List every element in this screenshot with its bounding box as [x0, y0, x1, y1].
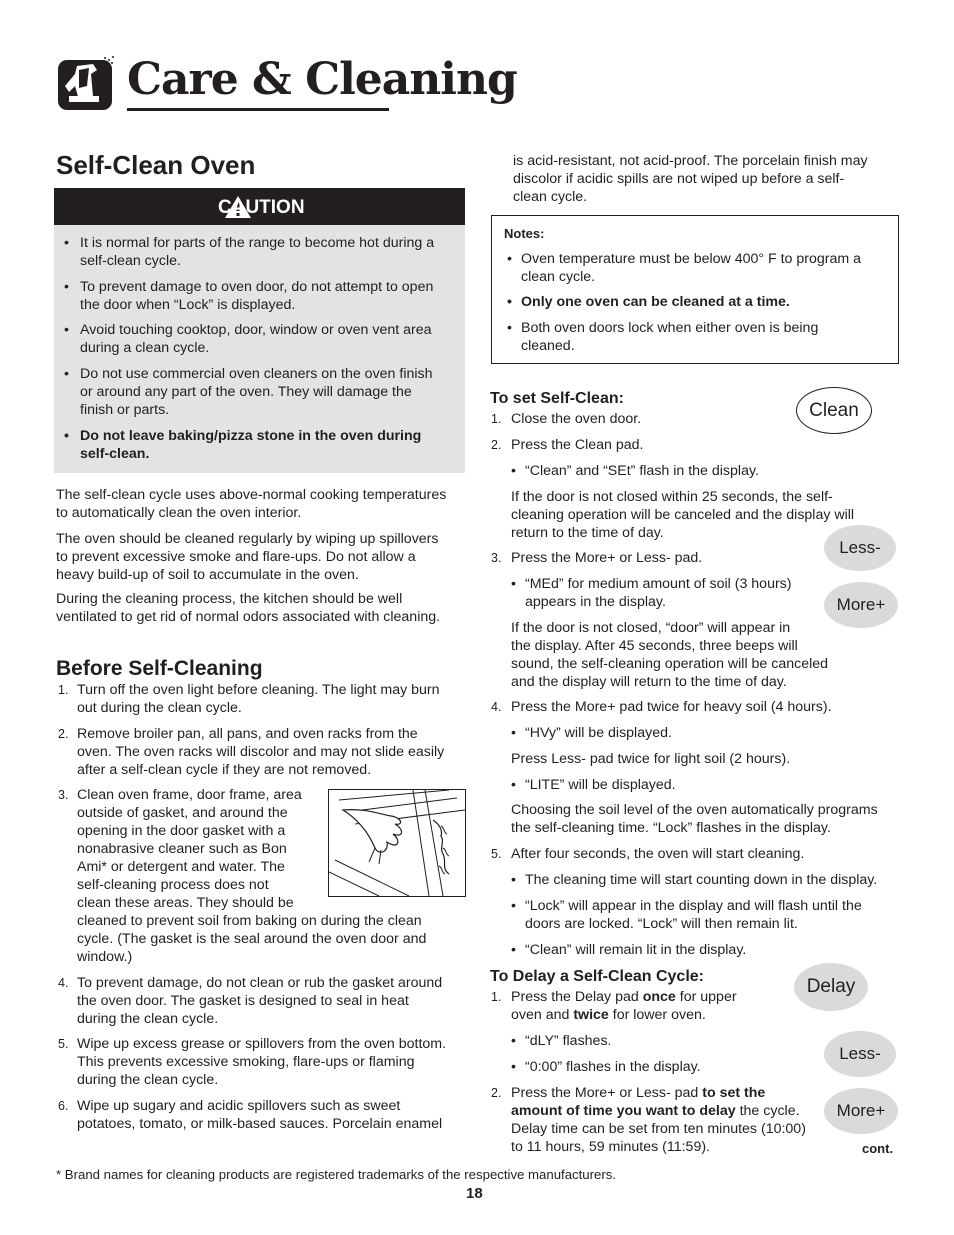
list-item: Clean oven frame, door frame, area outside of gasket, and around the opening in the door gasket with a nonabrasive cleaner such as Bon Ami* or detergent and water. The self-cleaning process does not clean these areas. They should be cleaned to prevent soil from baking on during the clean cycle. (The gasket is the seal around the oven door and window.)	[77, 787, 427, 965]
step-text: Press the More+ pad twice for heavy soil (4 hours).	[511, 699, 832, 715]
step-bullet: • “Clean” will remain lit in the display.	[511, 942, 747, 958]
header-rule	[127, 108, 389, 111]
step-text: After four seconds, the oven will start cleaning.	[511, 846, 805, 862]
more-pad: More+	[824, 1088, 898, 1134]
step-bullet: • “Clean” and “SEt” flash in the display.	[511, 463, 759, 479]
cleaning-spray-icon	[57, 56, 115, 112]
list-item: To prevent damage, do not clean or rub the gasket around the oven door. The gasket is designed to seal in heat during the clean cycle.	[77, 975, 443, 1027]
note-item: • Only one oven can be cleaned at a time.	[507, 294, 790, 310]
set-clean-heading: To set Self-Clean:	[490, 390, 624, 407]
list-number: 2.	[491, 1086, 502, 1100]
list-item: Wipe up sugary and acidic spillovers such as sweet potatoes, tomato, or milk-based sauces. Porcelain enamel	[77, 1098, 443, 1132]
note-item: • Both oven doors lock when either oven is being cleaned.	[507, 320, 819, 354]
list-number: 2.	[58, 727, 69, 741]
step-paragraph: Press Less- pad twice for light soil (2 hours).	[511, 751, 791, 767]
delay-heading: To Delay a Self-Clean Cycle:	[490, 968, 704, 985]
step-text: Press the More+ or Less- pad to set the amount of time you want to delay the cycle. Delay time can be set from ten minutes (10:00) to 11 hours, 59 minutes (11:59).	[511, 1085, 806, 1155]
caution-item: • Avoid touching cooktop, door, window or oven vent area during a clean cycle.	[64, 322, 432, 356]
step-paragraph: If the door is not closed within 25 seconds, the self- cleaning operation will be canceled and the display will return to the time of day.	[511, 489, 855, 541]
list-number: 6.	[58, 1099, 69, 1113]
caution-item: • To prevent damage to oven door, do not attempt to open the door when “Lock” is displayed.	[64, 279, 434, 313]
list-number: 1.	[58, 683, 69, 697]
step-bullet: • “Lock” will appear in the display and will flash until the doors are locked. “Lock” will then remain lit.	[511, 898, 862, 932]
caution-bar	[54, 188, 465, 225]
caution-item: • Do not leave baking/pizza stone in the oven during self-clean.	[64, 428, 422, 462]
step-text: Press the More+ or Less- pad.	[511, 550, 703, 566]
step-bullet: • “HVy” will be displayed.	[511, 725, 672, 741]
caution-item: • It is normal for parts of the range to become hot during a self-clean cycle.	[64, 235, 435, 269]
step-bullet: • “MEd” for medium amount of soil (3 hours) appears in the display.	[511, 576, 792, 610]
list-number: 3.	[491, 551, 502, 565]
list-item: Wipe up excess grease or spillovers from the oven bottom. This prevents excessive smoking, flare-ups or flaming during the clean cycle.	[77, 1036, 447, 1088]
less-pad: Less-	[824, 1031, 896, 1077]
footnote: * Brand names for cleaning products are registered trademarks of the respective manufacturers.	[56, 1167, 617, 1182]
step-text: Press the Clean pad.	[511, 437, 644, 453]
list-number: 4.	[491, 700, 502, 714]
list-number: 1.	[491, 412, 502, 426]
more-pad: More+	[824, 582, 898, 628]
list-number: 4.	[58, 976, 69, 990]
step-text: Press the Delay pad once for upper oven and twice for lower oven.	[511, 989, 737, 1023]
step-bullet: • “0:00” flashes in the display.	[511, 1059, 701, 1075]
list-item: Remove broiler pan, all pans, and oven racks from the oven. The oven racks will discolor and may not slide easily after a self-clean cycle if they are not removed.	[77, 726, 445, 778]
page-number: 18	[466, 1185, 483, 1202]
clean-pad: Clean	[796, 387, 872, 434]
note-item: • Oven temperature must be below 400° F to program a clean cycle.	[507, 251, 862, 285]
intro-paragraph: The oven should be cleaned regularly by wiping up spillovers to prevent excessive smoke and flare-ups. Do not allow a heavy build-up of soil to accumulate in the oven.	[56, 531, 439, 583]
section-title: Self-Clean Oven	[56, 150, 256, 180]
list-number: 2.	[491, 438, 502, 452]
caution-label: CAUTION	[218, 197, 305, 218]
less-pad: Less-	[824, 525, 896, 571]
step-text: Close the oven door.	[511, 411, 642, 427]
before-heading: Before Self-Cleaning	[56, 657, 263, 680]
step-bullet: • “LITE” will be displayed.	[511, 777, 676, 793]
continued-label: cont.	[862, 1141, 894, 1156]
oven-frame-illustration	[328, 789, 466, 897]
step-bullet: • “dLY” flashes.	[511, 1033, 612, 1049]
step-bullet: • The cleaning time will start counting down in the display.	[511, 872, 878, 888]
notes-title: Notes:	[504, 226, 545, 241]
page-header-title: Care & Cleaning	[127, 54, 517, 105]
intro-paragraph: The self-clean cycle uses above-normal cooking temperatures to automatically clean the oven interior.	[56, 487, 447, 521]
list-number: 1.	[491, 990, 502, 1004]
list-number: 5.	[491, 847, 502, 861]
delay-pad: Delay	[794, 963, 868, 1011]
step-paragraph: If the door is not closed, “door” will appear in the display. After 45 seconds, three beeps will sound, the self-cleaning operation will be canceled and the display will return to the time of day.	[511, 620, 829, 690]
list-number: 3.	[58, 788, 69, 802]
continued-paragraph: is acid-resistant, not acid-proof. The porcelain finish may discolor if acidic spills are not wiped up before a self- clean cycle.	[513, 153, 868, 205]
list-number: 5.	[58, 1037, 69, 1051]
list-item: Turn off the oven light before cleaning. The light may burn out during the clean cycle.	[77, 682, 440, 716]
step-paragraph: Choosing the soil level of the oven automatically programs the self-cleaning time. “Lock” flashes in the display.	[511, 802, 878, 836]
caution-item: • Do not use commercial oven cleaners on the oven finish or around any part of the oven. They will damage the finish or parts.	[64, 366, 433, 418]
intro-paragraph: During the cleaning process, the kitchen should be well ventilated to get rid of normal odors associated with cleaning.	[56, 591, 441, 625]
